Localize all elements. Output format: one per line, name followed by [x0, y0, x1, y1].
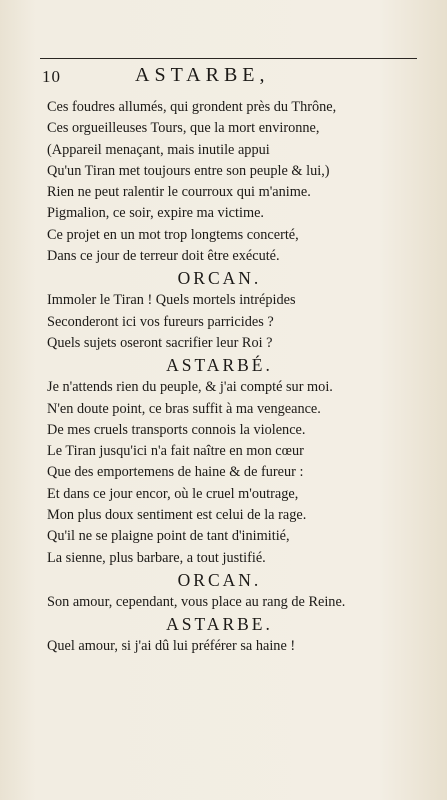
verse-line: Le Tiran jusqu'ici n'a fait naître en mon cœur	[47, 443, 304, 460]
verse-line: Son amour, cependant, vous place au rang de Reine.	[47, 593, 346, 610]
speaker-heading: ORCAN.	[177, 569, 262, 590]
page-number: 10	[42, 67, 61, 86]
verse-line: Quel amour, si j'ai dû lui préférer sa haine !	[47, 638, 296, 655]
verse-line: Seconderont ici vos fureurs parricides ?	[47, 313, 274, 330]
verse-line: Que des emportemens de haine & de fureur :	[47, 464, 304, 481]
verse-line: De mes cruels transports connois la violence.	[47, 421, 306, 438]
verse-line: Rien ne peut ralentir le courroux qui m'anime.	[47, 184, 311, 201]
verse-line: Ce projet en un mot trop longtems concerté,	[47, 226, 299, 243]
speaker-heading: ASTARBE.	[166, 614, 273, 635]
verse-line: Qu'il ne se plaigne point de tant d'inimitié,	[47, 528, 290, 545]
running-title: ASTARBE,	[135, 64, 270, 86]
verse-line: La sienne, plus barbare, a tout justifié.	[47, 549, 266, 566]
verse-line: Et dans ce jour encor, où le cruel m'outrage,	[47, 485, 299, 502]
verse-line: Ces orgueilleuses Tours, que la mort environne,	[47, 120, 320, 137]
speaker-heading: ORCAN.	[177, 268, 262, 289]
play-text	[47, 97, 427, 658]
verse-line: Qu'un Tiran met toujours entre son peuple & lui,)	[47, 162, 330, 179]
verse-line: (Appareil menaçant, mais inutile appui	[47, 141, 270, 158]
verse-line: Pigmalion, ce soir, expire ma victime.	[47, 205, 265, 222]
page-header	[40, 60, 420, 90]
speaker-heading: ASTARBÉ.	[166, 355, 273, 376]
verse-line: Ces foudres allumés, qui grondent près du Thrône,	[47, 99, 337, 115]
verse-line: Mon plus doux sentiment est celui de la rage.	[47, 507, 307, 524]
verse-line: N'en doute point, ce bras suffit à ma vengeance.	[47, 400, 321, 417]
verse-line: Dans ce jour de terreur doit être exécuté.	[47, 248, 280, 265]
verse-line: Je n'attends rien du peuple, & j'ai compté sur moi.	[47, 379, 333, 396]
header-rule	[40, 58, 417, 59]
verse-line: Quels sujets oseront sacrifier leur Roi ?	[47, 334, 273, 351]
verse-line: Immoler le Tiran ! Quels mortels intrépides	[47, 292, 296, 309]
